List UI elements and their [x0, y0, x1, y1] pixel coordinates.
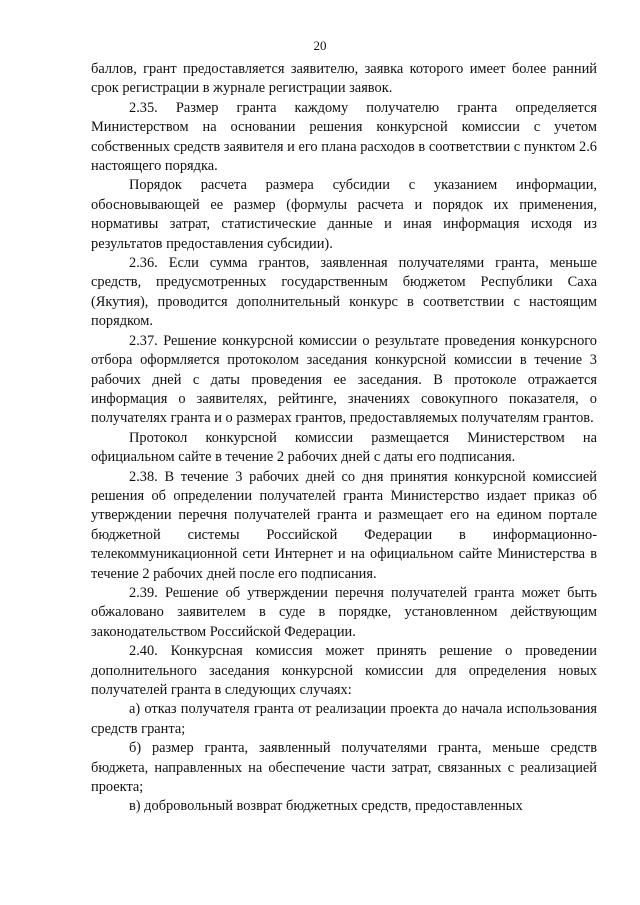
paragraph-2-40: 2.40. Конкурсная комиссия может принять решение о проведении дополнительного заседания конкурсной комиссии для определения новых получателей гранта в следующих случаях: — [91, 643, 597, 698]
list-item-b: б) размер гранта, заявленный получателями гранта, меньше средств бюджета, направленных на обеспечение части затрат, связанных с реализацией проекта; — [91, 740, 597, 796]
paragraph-2-36: 2.36. Если сумма грантов, заявленная получателями гранта, меньше средств, предусмотренных государственным бюджетом Республики Саха (Якутия), проводится дополнительный конкурс в соответствии с настоящим порядком. — [91, 255, 597, 330]
paragraph-continuation: баллов, грант предоставляется заявителю, заявка которого имеет более ранний срок регистрации в журнале регистрации заявок. — [91, 61, 597, 97]
page-number: 20 — [313, 38, 327, 53]
paragraph-2-37: 2.37. Решение конкурсной комиссии о результате проведения конкурсного отбора оформляется протоколом заседания конкурсной комиссии в течение 3 рабочих дней с даты проведения ее заседания. В протоколе отражается информация о заявителях, рейтинге, значениях совокупного показателя, о получателях гранта и о размерах грантов, предоставляемых получателям грантов. — [91, 332, 597, 427]
list-item-a: а) отказ получателя гранта от реализации проекта до начала использования средств гранта; — [91, 701, 597, 737]
paragraph-2-39: 2.39. Решение об утверждении перечня получателей гранта может быть обжаловано заявителем в суде в порядке, установленном действующим законодательством Российской Федерации. — [91, 584, 597, 640]
paragraph-protocol-publication: Протокол конкурсной комиссии размещается Министерством на официальном сайте в течение 2 рабочих дней с даты его подписания. — [91, 429, 597, 466]
paragraph-2-35: 2.35. Размер гранта каждому получателю гранта определяется Министерством на основании решения конкурсной комиссии с учетом собственных средств заявителя и его плана расходов в соответствии с пунктом 2.6 настоящего порядка. — [91, 99, 597, 175]
document-body — [91, 60, 597, 817]
paragraph-subsidy-calculation: Порядок расчета размера субсидии с указанием информации, обосновывающей ее размер (формулы расчета и порядок их применения, нормативы затрат, статистические данные и иная информация исходя из результатов предоставления субсидии). — [91, 177, 597, 252]
list-item-v: в) добровольный возврат бюджетных средств, предоставленных — [129, 798, 523, 815]
paragraph-2-38: 2.38. В течение 3 рабочих дней со дня принятия конкурсной комиссией решения об определении получателей гранта Министерство издает приказ об утверждении перечня получателей гранта и размещает его на едином портале бюджетной системы Российской Федерации в информационно-телекоммуникационной сети Интернет и на официальном сайте Министерства в течение 2 рабочих дней после его подписания. — [91, 468, 597, 582]
